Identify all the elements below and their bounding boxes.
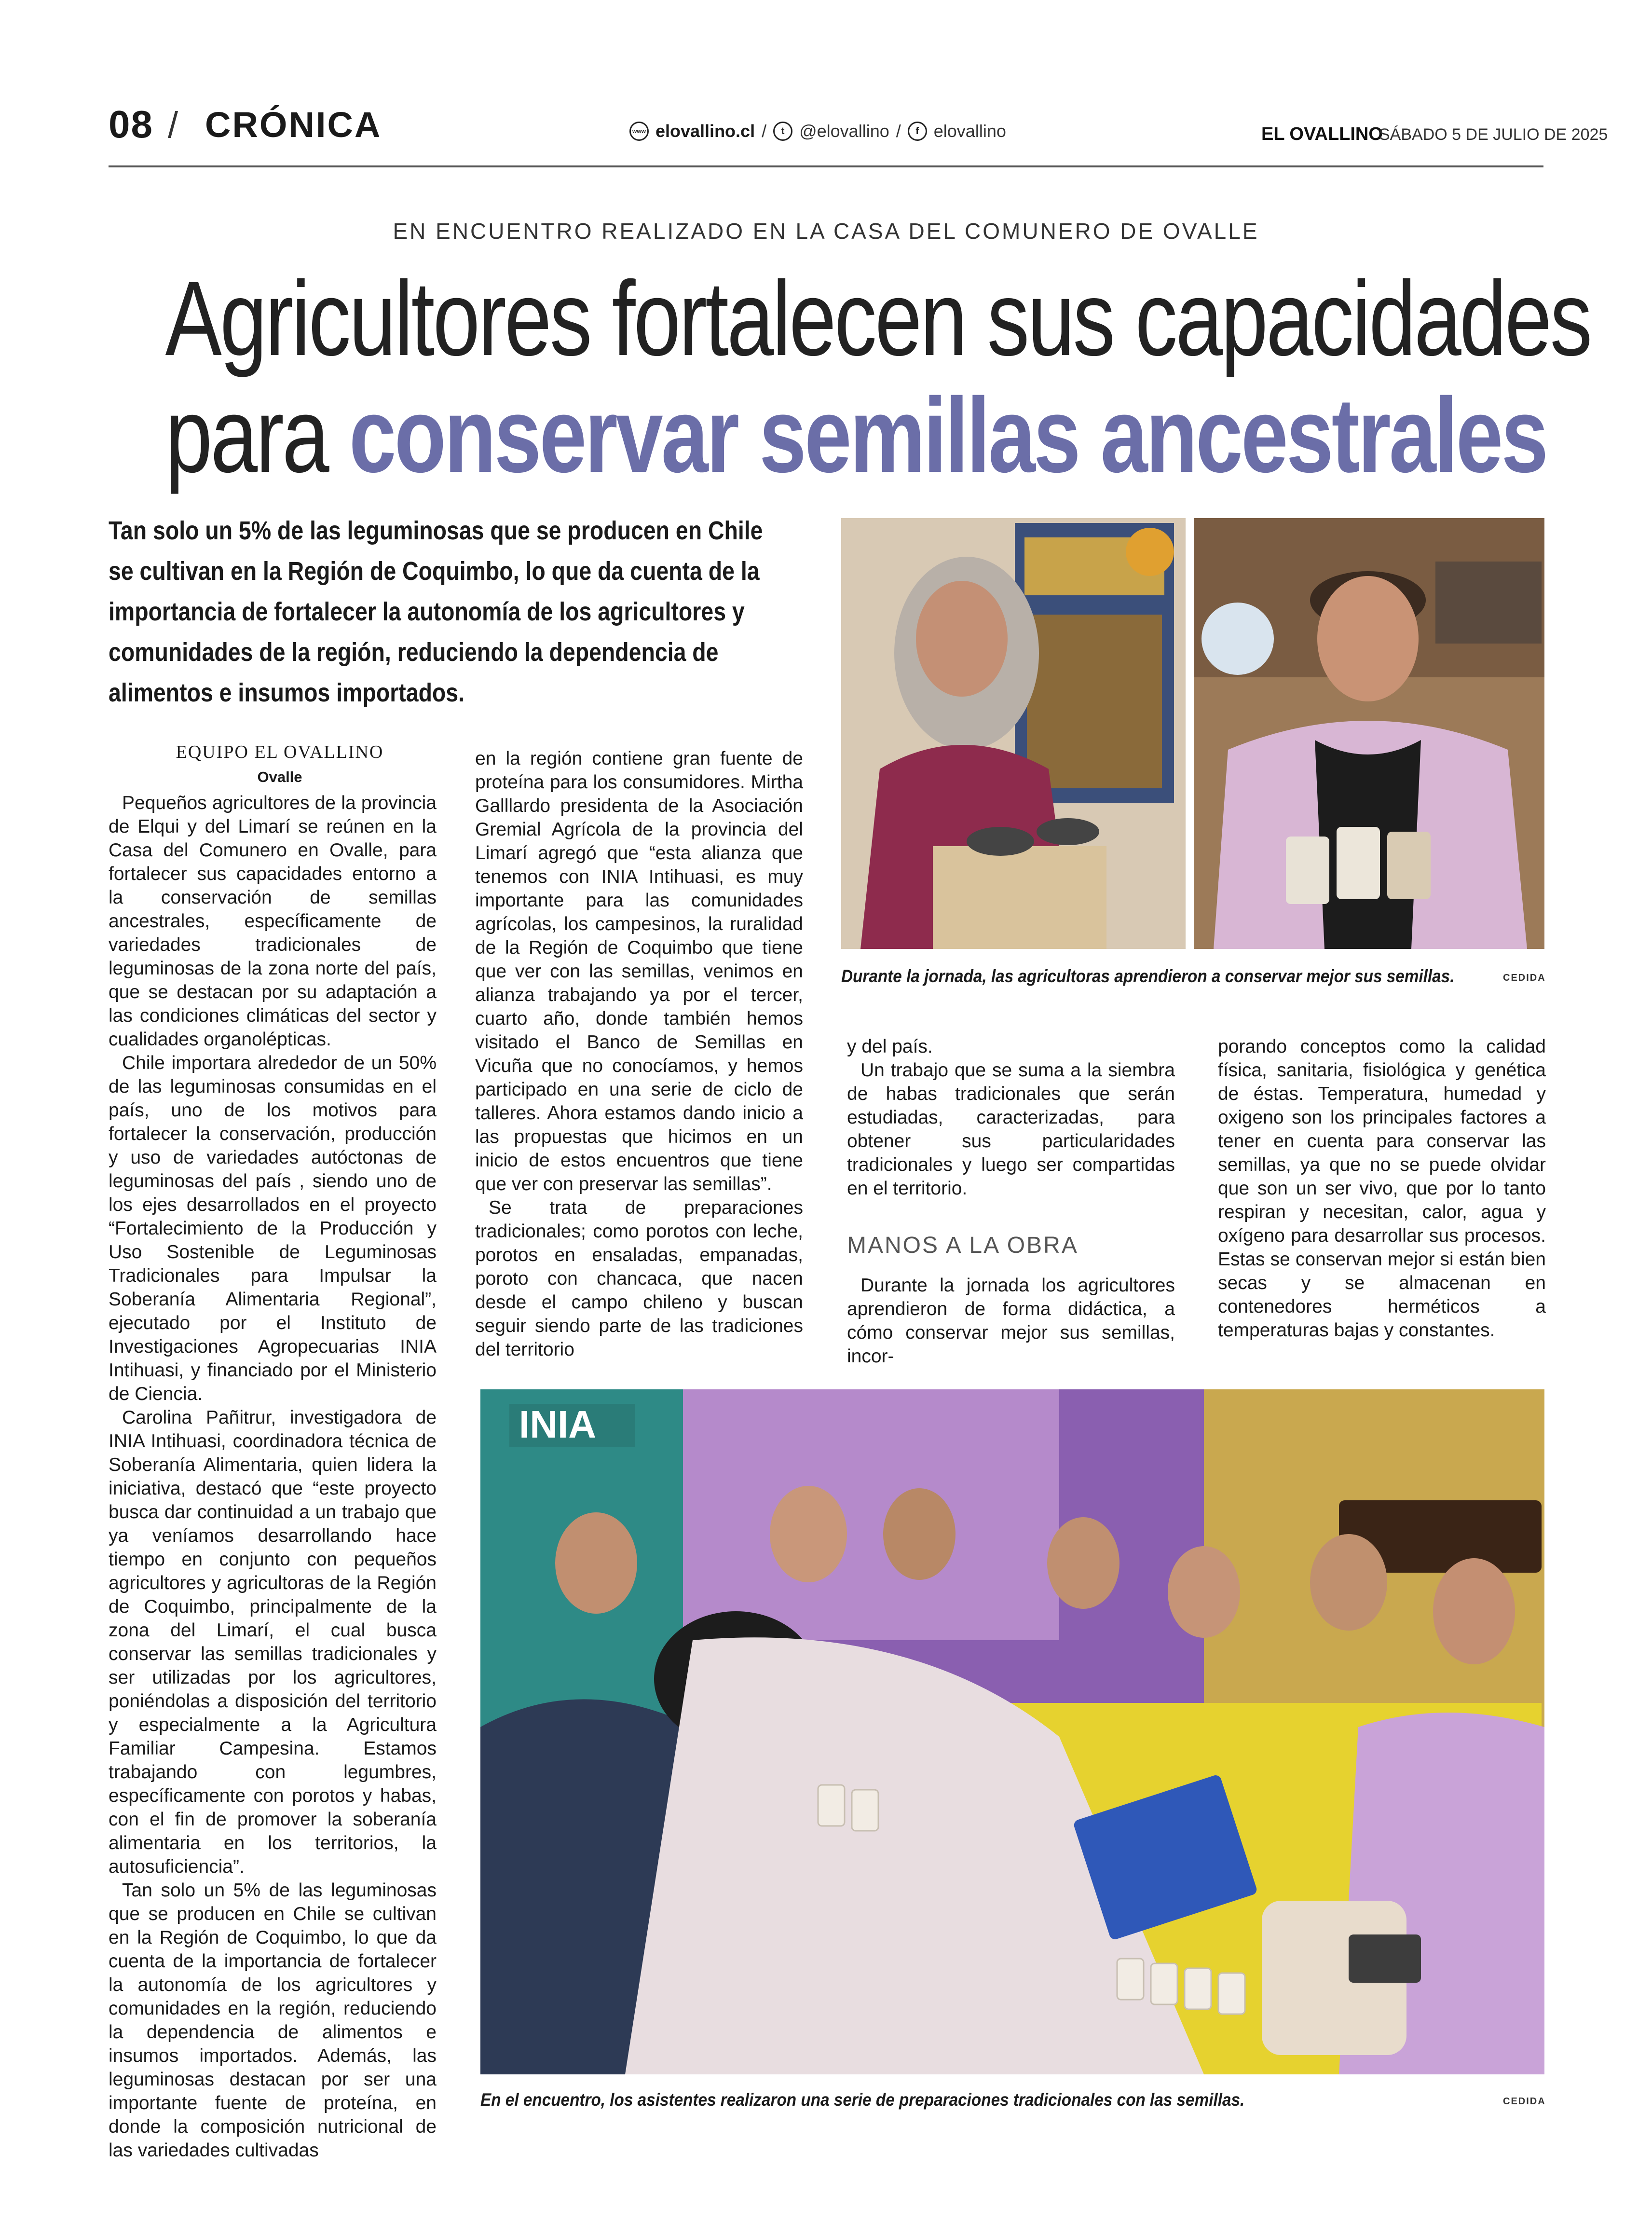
paragraph: Durante la jornada los agricultores aprendieron de forma didáctica, a cómo conservar mejor sus semillas, incor- [847,1275,1175,1367]
publication-date: SÁBADO 5 DE JULIO DE 2025 [1379,125,1608,144]
section-subhead: MANOS A LA OBRA [847,1233,1079,1258]
photo-workshop-group-illustration [480,1389,1544,2074]
facebook-icon: f [908,122,927,141]
photo-woman-with-jars-illustration [841,518,1186,949]
paragraph: Se trata de preparaciones tradicionales; como porotos con leche, porotos en ensaladas, empanadas, poroto con chancaca, que nacen desde el campo chileno y buscan seguir siendo parte de las tradiciones del territorio [475,1197,803,1360]
svg-text:INIA: INIA [519,1403,596,1446]
photo-credit-1: CEDIDA [1503,973,1546,983]
paragraph: Un trabajo que se suma a la siembra de habas tradicionales que serán estudiadas, caracterizadas, para obtener sus particularidades tradicionales y luego ser compartidas en el territorio. [847,1060,1175,1199]
twitter-icon: t [773,122,792,141]
page-number: 08 [109,103,153,146]
twitter-handle[interactable]: @elovallino [799,121,889,141]
www-globe-icon: www [629,122,649,141]
separator: / [896,121,901,141]
paragraph: Carolina Pañitrur, investigadora de INIA Intihuasi, coordinadora técnica de Soberanía Alimentaria, quien lidera la iniciativa, destacó que “este proyecto busca dar continuidad a un trabajo que ya veníamos desarrollando hace tiempo en conjunto con pequeños agricultores y agricultoras de la Región de Coquimbo, principalmente de la zona del Limarí, el cual busca conservar las semillas tradicionales y ser utilizadas por los agricultores, poniéndolas a disposición del territorio y especialmente a la Agricultura Familiar Campesina. Estamos trabajando con legumbres, específicamente con porotos y habas, con el fin de promover la soberanía alimentaria en los territorios, la autosuficiencia”. [109,1407,437,1877]
body-column-2 [475,747,803,1361]
body-column-4 [1218,1035,1546,1342]
photo-caption-1: Durante la jornada, las agricultoras aprendieron a conservar mejor sus semillas. [841,966,1455,986]
paragraph: Pequeños agricultores de la provincia de Elqui y del Limarí se reúnen en la Casa del Comunero en Ovalle, para fortalecer sus capacidades entorno a la conservación de semillas ancestrales, específicamente de variedades tradicionales de leguminosas de la zona norte del país, que se destacan por su adaptación a las condiciones climáticas del sector y cualidades organolépticas. [109,793,437,1050]
headline-line-1: Agricultores fortalecen sus capacidades [165,259,1591,378]
photo-woman-with-jars [841,518,1186,949]
headline-line-2 [165,376,1547,494]
header-rule [109,165,1543,167]
headline-highlight: conservar semillas ancestrales [349,376,1547,494]
paragraph: Chile importara alrededor de un 50% de las leguminosas consumidas en el país, uno de los motivos para fortalecer la conservación, producción y uso de variedades autóctonas de leguminosas del país , siendo uno de los ejes desarrollados en el proyecto “Fortalecimiento de la Producción y Uso Sostenible de Leguminosas Tradicionales para Impulsar la Soberanía Alimentaria Regional”, ejecutado por el Instituto de Investigaciones Agropecuarias INIA Intihuasi, y financiado por el Ministerio de Ciencia. [109,1053,437,1404]
photo-workshop-group [480,1389,1544,2074]
photo-woman-with-seed-jars [1194,518,1544,949]
byline: EQUIPO EL OVALLINO [176,742,384,762]
photo-caption-3: En el encuentro, los asistentes realizaron una serie de preparaciones tradicionales con las semillas. [480,2090,1245,2110]
social-links [629,122,1006,141]
paragraph: porando conceptos como la calidad física, sanitaria, fisiológica y genética de éstas. Temperatura, humedad y oxigeno son los principales factores a tener en cuenta para conservar las semillas, ya que no se puede olvidar que son un ser vivo, que por lo tanto respiran y necesitan, calor, agua y oxígeno para desarrollar sus procesos. Estas se conservan mejor si están bien secas y se almacenan en contenedores herméticos a temperaturas bajas y constantes. [1218,1036,1546,1341]
newspaper-name: EL OVALLINO [1261,124,1383,144]
website-link[interactable]: elovallino.cl [655,121,755,141]
body-column-3 [847,1035,1175,1200]
paragraph: Tan solo un 5% de las leguminosas que se producen en Chile se cultivan en la Región de Coquimbo, lo que da cuenta de la importancia de fortalecer la autonomía de los agricultores y comunidades en la región, reduciendo la dependencia de alimentos e insumos importados. Además, las leguminosas destacan por ser una importante fuente de proteína, en donde la composición nutricional de las variedades cultivadas [109,1880,437,2161]
paragraph: en la región contiene gran fuente de proteína para los consumidores. Mirtha Galllardo presidenta de la Asociación Gremial Agrícola de la provincia del Limarí agregó que “esta alianza que tenemos con INIA Intihuasi, es muy importante para las comunidades agrícolas, los campesinos, la ruralidad de la Región de Coquimbo que tiene que ver con las semillas, venimos en alianza trabajando ya por el tercer, cuarto año, donde también hemos visitado el Banco de Semillas en Vicuña que no conocíamos, y hemos participado en una serie de ciclo de talleres. Ahora estamos dando inicio a las propuestas que hicimos en un inicio de estos encuentros que tiene que ver con preservar las semillas”. [475,748,803,1194]
body-column-1 [109,791,437,2162]
photo-woman-with-seed-jars-illustration [1194,518,1544,949]
photo-credit-3: CEDIDA [1503,2096,1546,2107]
article-kicker: EN ENCUENTRO REALIZADO EN LA CASA DEL COMUNERO DE OVALLE [393,219,1259,244]
headline-plain: para [165,376,349,494]
body-column-3b [847,1274,1175,1368]
separator: / [762,121,767,141]
facebook-handle[interactable]: elovallino [933,121,1006,141]
paragraph: y del país. [847,1036,933,1057]
section-name: CRÓNICA [205,105,382,145]
byline-city: Ovalle [257,768,302,785]
header-slash: / [168,105,178,146]
article-lead: Tan solo un 5% de las leguminosas que se producen en Chile se cultivan en la Región de Coquimbo, lo que da cuenta de la importancia de fortalecer la autonomía de los agricultores y comunidades de la región, reduciendo la dependencia de alimentos e insumos importados. [109,516,763,707]
